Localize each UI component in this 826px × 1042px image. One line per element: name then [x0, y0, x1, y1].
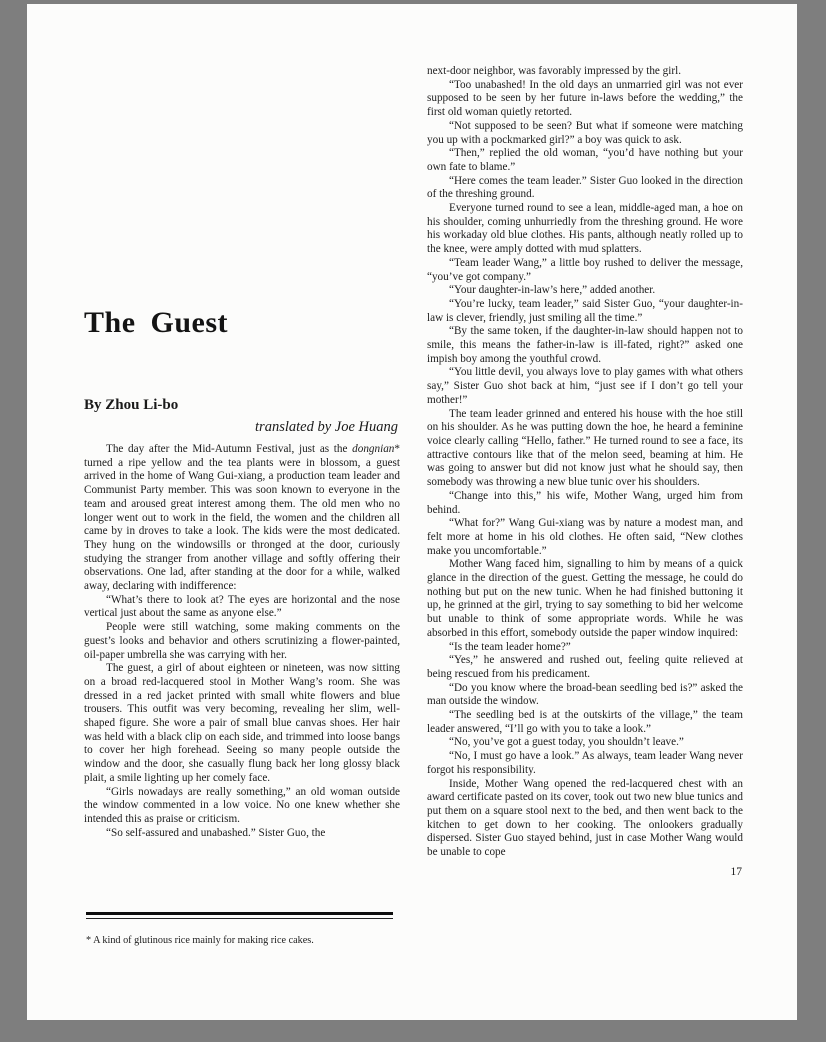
- footnote-text: * A kind of glutinous rice mainly for making rice cakes.: [86, 935, 314, 946]
- article-translator: translated by Joe Huang: [255, 419, 398, 435]
- paragraph: Everyone turned round to see a lean, middle-aged man, a hoe on his shoulder, coming unhurriedly from the threshing ground. He wore his workaday old blue clothes. His pants, although neatly rolled up to the knee, were amply dotted with mud splatters.: [427, 202, 743, 256]
- paragraph: “Here comes the team leader.” Sister Guo looked in the direction of the threshing ground.: [427, 174, 743, 201]
- paragraph: “Do you know where the broad-bean seedling bed is?” asked the man outside the window.: [427, 681, 743, 708]
- paragraph: “By the same token, if the daughter-in-law should happen not to smile, this means the father-in-law is ill-fated, right?” asked one impish boy among the youthful crowd.: [427, 325, 743, 365]
- left-column: [84, 4, 400, 840]
- paragraph: “You’re lucky, team leader,” said Sister Guo, “your daughter-in-law is clever, friendly, just smiling all the time.”: [427, 297, 743, 324]
- left-column-text: [84, 443, 400, 840]
- right-column: [427, 65, 743, 878]
- footnote-block: [86, 912, 393, 947]
- article-byline: By Zhou Li-bo: [84, 397, 179, 413]
- footnote-rule: [86, 918, 393, 919]
- paragraph: “No, you’ve got a guest today, you shouldn’t leave.”: [449, 736, 684, 749]
- paragraph-text: * turned a ripe yellow and the tea plants were in blossom, a guest arrived in the home of Wang Gui-xiang, a production team leader and Communist Party member. This was soon known to everyone in the team and aroused great interest among them. The old men who no longer went out to work in the field, the women and the children all came by in droves to take a look. The kids were the most dedicated. They hung on the windowsills or thronged at the door, curiously studying the stranger from another village and softly offering their observations. One lad, after standing at the door for a while, walked away, declaring with indifference:: [84, 443, 400, 593]
- paragraph: “The seedling bed is at the outskirts of the village,” the team leader answered, “I’ll go with you to take a look.”: [427, 709, 743, 735]
- paragraph: “Girls nowadays are really something,” an old woman outside the window commented in a low voice. No one knew whether she intended this as praise or criticism.: [84, 785, 400, 825]
- paragraph: The guest, a girl of about eighteen or nineteen, was now sitting on a broad red-lacquered stool in Mother Wang’s room. She was dressed in a red jacket printed with small white flowers and blue trousers. This outfit was very becoming, revealing her slim, well-shaped figure. She wore a pair of small blue canvas shoes. Her hair was held with a black clip on each side, and trimmed into loose bangs to cover her high forehead. Seeing so many people outside the window and the door, she casually flung back her long glossy black plait, a smile lighting up her comely face.: [84, 662, 400, 784]
- paragraph: “Not supposed to be seen? But what if someone were matching you up with a pockmarked girl?” a boy was quick to ask.: [427, 119, 743, 146]
- paragraph: “Change into this,” his wife, Mother Wang, urged him from behind.: [427, 489, 743, 516]
- paragraph: “Your daughter-in-law’s here,” added another.: [449, 284, 656, 297]
- paragraph: “Team leader Wang,” a little boy rushed to deliver the message, “you’ve got company.”: [427, 256, 743, 283]
- paragraph: next-door neighbor, was favorably impressed by the girl.: [427, 65, 682, 77]
- paragraph: Inside, Mother Wang opened the red-lacquered chest with an award certificate pasted on its cover, took out two new blue tunics and put them on a square stool next to the bed, and then went back to the kitchen to get down to her cooking. The onlookers gradually dispersed. Sister Guo stayed behind, just in case Mother Wang would be unable to cope: [427, 777, 743, 859]
- article-title: The Guest: [84, 306, 229, 339]
- paragraph: Mother Wang faced him, signalling to him by means of a quick glance in the direction of the guest. Getting the message, he could do nothing but put on the new tunic. When he had finished buttoning it up, he grinned at the girl, trying to say something to bid her welcome but unable to think of some appropriate words. While he was absorbed in this effort, somebody outside the paper window inquired:: [427, 558, 743, 639]
- paragraph: “Too unabashed! In the old days an unmarried girl was not ever supposed to be seen by her future in-laws before the wedding,” the first old woman quietly retorted.: [427, 78, 743, 119]
- document-page: [27, 4, 797, 1020]
- paragraph: “So self-assured and unabashed.” Sister Guo, the: [106, 826, 326, 839]
- paragraph: “Is the team leader home?”: [449, 640, 571, 653]
- paragraph: The team leader grinned and entered his house with the hoe still on his shoulder. As he was putting down the hoe, he heard a feminine voice clearly calling “Hello, father.” He turned round to see a face, its attractive contours like that of the melon seed, beaming at him. He was going to answer but did not know just what he should say, then somebody was throwing a new blue tunic over his shoulders.: [427, 407, 743, 489]
- italic-term: dongnian: [352, 443, 395, 455]
- footnote-rule: [86, 912, 393, 915]
- paragraph-text: The day after the Mid-Autumn Festival, just as the: [106, 443, 353, 455]
- paragraph: People were still watching, some making comments on the guest’s looks and behavior and others scrutinizing a flower-painted, oil-paper umbrella she was carrying with her.: [84, 621, 400, 661]
- paragraph: [84, 443, 400, 594]
- paragraph: “No, I must go have a look.” As always, team leader Wang never forgot his responsibility.: [427, 750, 743, 776]
- paragraph: “You little devil, you always love to play games with what others say,” Sister Guo shot back at him, “just see if I don’t go tell your mother!”: [427, 366, 743, 406]
- paragraph: “What’s there to look at? The eyes are horizontal and the nose vertical just about the same as anyone else.”: [84, 593, 400, 620]
- paragraph: “What for?” Wang Gui-xiang was by nature a modest man, and felt more at home in his old clothes. He often said, “New clothes make you uncomfortable.”: [427, 517, 743, 557]
- paragraph: “Yes,” he answered and rushed out, feeling quite relieved at being rescued from his predicament.: [427, 654, 743, 680]
- paragraph: “Then,” replied the old woman, “you’d have nothing but your own fate to blame.”: [427, 147, 743, 173]
- page-number: 17: [730, 865, 742, 878]
